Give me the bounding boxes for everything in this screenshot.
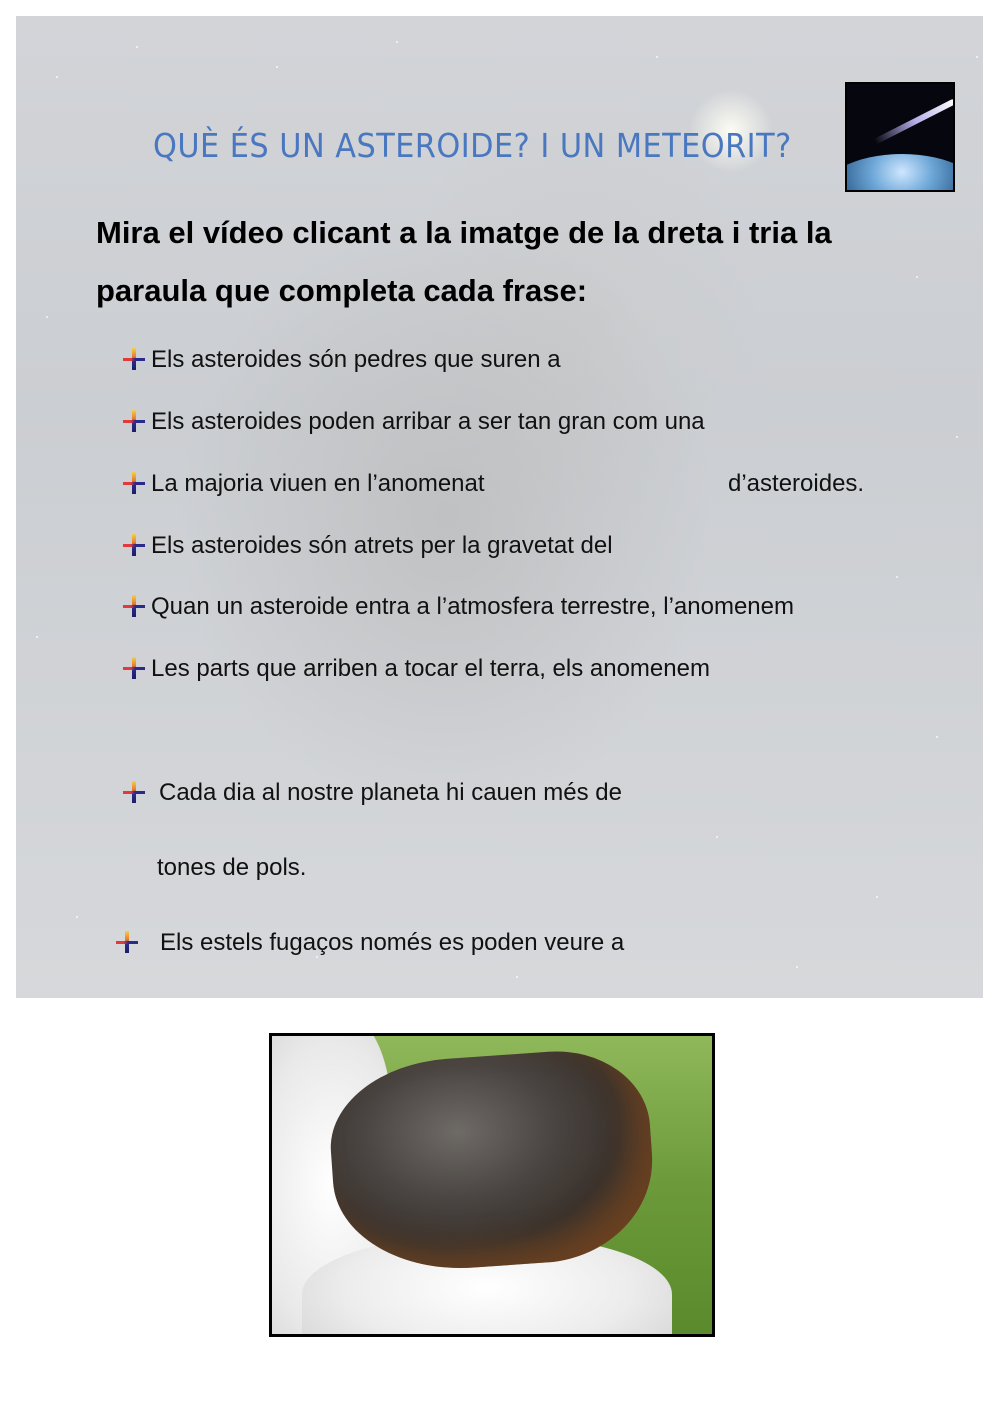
- bullet-icon: [123, 534, 145, 556]
- list-item: [123, 532, 613, 560]
- list-item-continuation: [157, 854, 306, 882]
- earth-image: [845, 154, 955, 192]
- worksheet-panel: [16, 16, 983, 998]
- meteorite-rock-image: [325, 1045, 659, 1277]
- comet-image: [873, 98, 955, 144]
- item-text: Els estels fugaços només es poden veure a: [160, 929, 625, 956]
- page-title: QUÈ ÉS UN ASTEROIDE? I UN METEORIT?: [153, 126, 792, 165]
- list-item: [123, 779, 622, 807]
- bullet-icon: [123, 348, 145, 370]
- item-text: La majoria viuen en l’anomenat: [151, 470, 485, 497]
- list-item: [123, 470, 865, 498]
- item-text: Les parts que arriben a tocar el terra, els anomenem: [151, 655, 710, 682]
- video-thumbnail[interactable]: [845, 82, 955, 192]
- list-item: [116, 929, 624, 957]
- bullet-icon: [116, 931, 138, 953]
- bullet-icon: [123, 595, 145, 617]
- list-item: [123, 346, 561, 374]
- bullet-icon: [123, 781, 145, 803]
- list-item: [123, 655, 710, 683]
- item-text: Els asteroides són atrets per la gravetat del: [151, 532, 613, 559]
- instructions-text: Mira el vídeo clicant a la imatge de la dreta i tria la paraula que completa cada frase:: [96, 215, 832, 308]
- item-text: Quan un asteroide entra a l’atmosfera terrestre, l’anomenem: [151, 593, 794, 620]
- item-text: Cada dia al nostre planeta hi cauen més de: [159, 779, 622, 806]
- item-text: tones de pols.: [157, 854, 307, 881]
- item-text-after-blank: d’asteroides.: [728, 470, 865, 497]
- item-text: Els asteroides poden arribar a ser tan gran com una: [151, 408, 705, 435]
- item-text: Els asteroides són pedres que suren a: [151, 346, 561, 373]
- bullet-icon: [123, 410, 145, 432]
- list-item: [123, 408, 705, 436]
- meteorite-photo: [269, 1033, 715, 1337]
- bullet-icon: [123, 657, 145, 679]
- bullet-icon: [123, 472, 145, 494]
- list-item: [123, 593, 794, 621]
